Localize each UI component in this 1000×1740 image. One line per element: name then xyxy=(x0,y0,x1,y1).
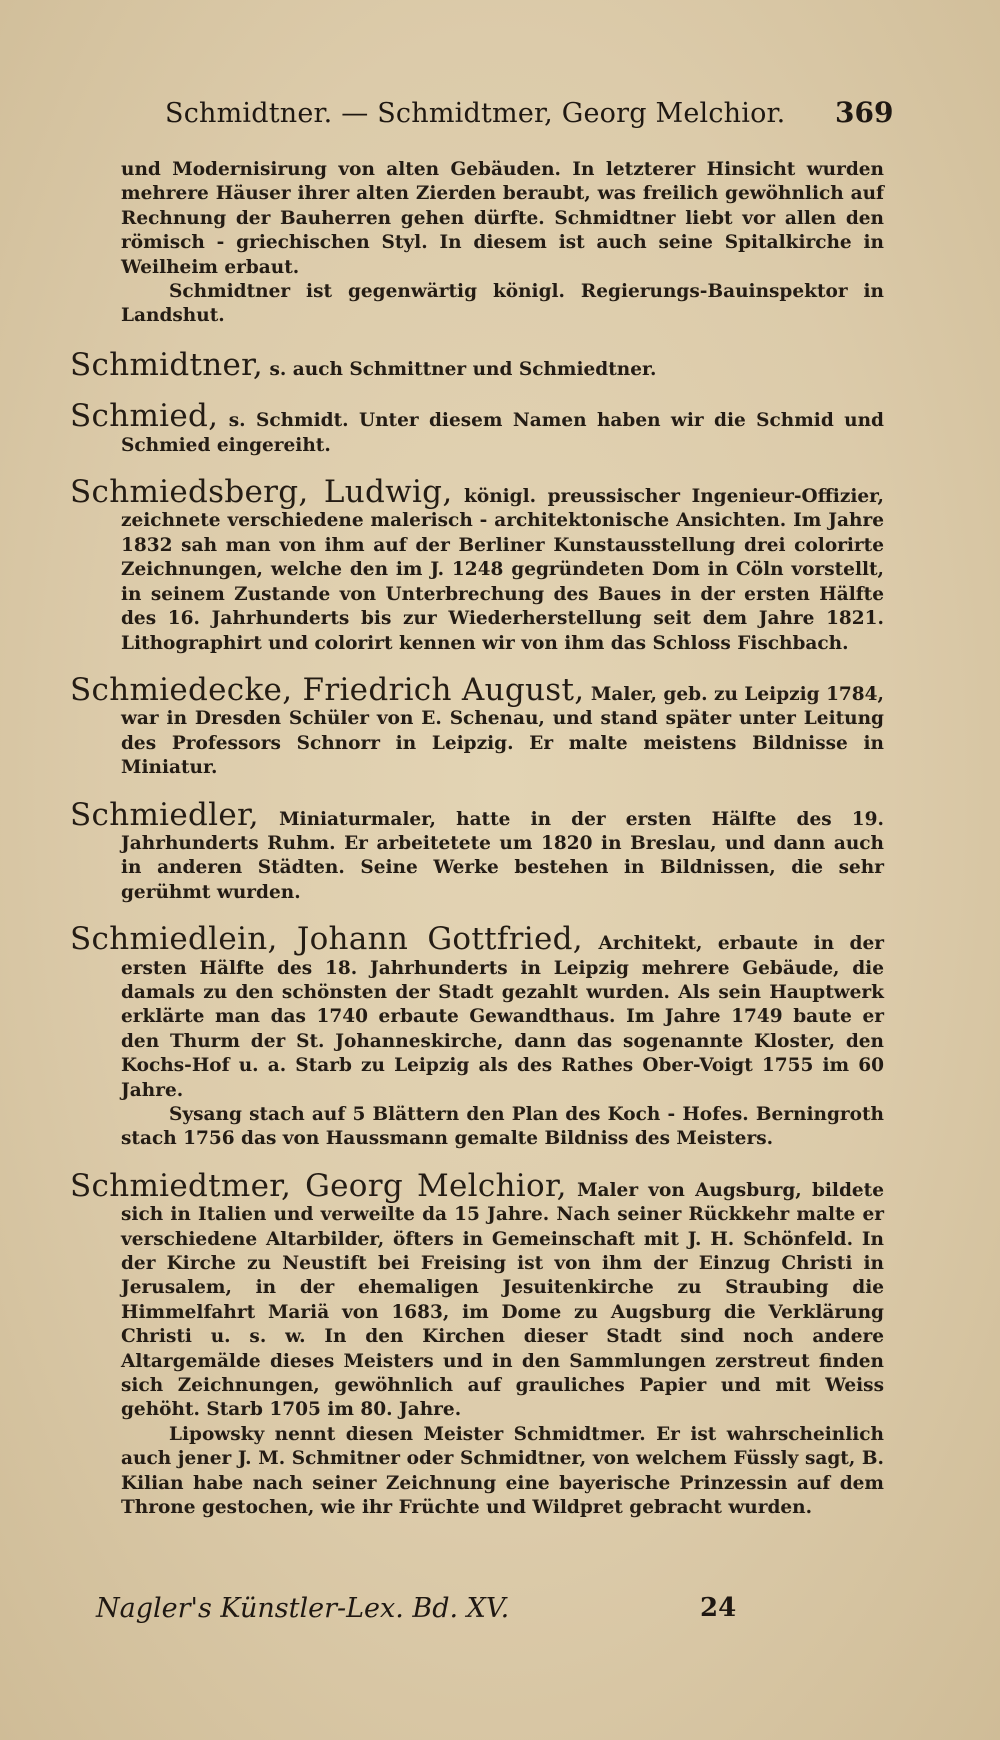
entry-text: Maler von Augsburg, bildete sich in Italien und verweilte da 15 Jahre. Nach seiner Rückkehr malte er verschiedene Altarbilder, öfters in Gemeinschaft mit J. H. Schönfeld. In der Kirche zu Neustift bei Freising ist von ihm der Einzug Christi in Jerusalem, in der ehemaligen Jesuitenkirche zu Straubing die Himmelfahrt Mariä von 1683, im Dome zu Augsburg die Verklärung Christi u. s. w. In den Kirchen dieser Stadt sind noch andere Altargemälde dieses Meisters und in den Sammlungen zerstreut finden sich Zeichnungen, gewöhnlich auf grauliches Papier und mit Weiss gehöht. Starb 1705 im 80. Jahre. xyxy=(121,1179,884,1421)
headword: Schmiedtmer, Georg Melchior, xyxy=(70,1167,567,1204)
entry-text: Maler, geb. zu Leipzig 1784, war in Dresden Schüler von E. Schenau, und stand später unter Leitung des Professors Schnorr in Leipzig. Er malte meistens Bildnisse in Miniatur. xyxy=(121,683,884,779)
entry-schmiedsberg xyxy=(70,474,884,656)
intro-paragraph-2: Schmidtner ist gegenwärtig königl. Regierungs-Bauinspektor in Landshut. xyxy=(121,281,884,327)
headword: Schmiedsberg, Ludwig, xyxy=(70,474,453,511)
entry-schmiedecke xyxy=(70,671,884,781)
entry-text: s. auch Schmittner und Schmiedtner. xyxy=(269,358,657,380)
footer-signature: Nagler's Künstler-Lex. Bd. XV. xyxy=(96,1593,510,1624)
headword: Schmiedecke, Friedrich August, xyxy=(70,671,585,708)
headword: Schmiedler, xyxy=(70,796,259,833)
entry-schmiedtmer-note: Lipowsky nennt diesen Meister Schmidtmer. Er ist wahrscheinlich auch jener J. M. Schmitner oder Schmidtner, von welchem Füssly sagt, B. Kilian habe nach seiner Zeichnung eine bayerische Prinzessin auf dem Throne gestochen, wie ihr Früchte und Wildpret gebracht wurden. xyxy=(121,1423,884,1519)
entry-schmidtner xyxy=(70,346,884,383)
headword: Schmidtner, xyxy=(70,346,264,383)
page-number: 369 xyxy=(835,96,894,129)
headword: Schmied, xyxy=(70,398,219,435)
entry-schmied xyxy=(70,398,884,458)
entry-text: s. Schmidt. Unter diesem Namen haben wir die Schmid und Schmied eingereiht. xyxy=(121,410,884,456)
entry-schmiedler xyxy=(70,796,884,906)
intro-paragraph: und Modernisirung von alten Gebäuden. In letzterer Hinsicht wurden mehrere Häuser ihrer alten Zierden beraubt, was freilich gewöhnlich auf Rechnung der Bauherren gehen dürfte. Schmidtner liebt vor allen den römisch - griechischen Styl. In diesem ist auch seine Spitalkirche in Weilheim erbaut. xyxy=(121,159,884,278)
sheet-number: 24 xyxy=(700,1593,737,1623)
entry-schmiedlein-note: Sysang stach auf 5 Blättern den Plan des Koch - Hofes. Berningroth stach 1756 das von Haussmann gemalte Bildniss des Meisters. xyxy=(121,1104,884,1150)
entry-text: Architekt, erbaute in der ersten Hälfte des 18. Jahrhunderts in Leipzig mehrere Gebäude, die damals zu den schönsten der Stadt gezahlt wurden. Als sein Hauptwerk erklärte man das 1740 erbaute Gewandthaus. Im Jahre 1749 baute er den Thurm der St. Johanneskirche, dann das sogenannte Kloster, den Kochs-Hof u. a. Starb zu Leipzig als des Rathes Ober-Voigt 1755 im 60 Jahre. xyxy=(121,933,885,1101)
running-head: Schmidtner. — Schmidtmer, Georg Melchior. xyxy=(165,98,786,129)
entry-text: königl. preussischer Ingenieur-Offizier, zeichnete verschiedene malerisch - architektonische Ansichten. Im Jahre 1832 sah man von ihm auf der Berliner Kunstausstellung drei colorirte Zeichnungen, welche den im J. 1248 gegründeten Dom in Cöln vorstellt, in seinem Zustande von Unterbrechung des Baues in der ersten Hälfte des 16. Jahrhunderts bis zur Wiederherstellung seit dem Jahre 1821. Lithographirt und colorirt kennen wir von ihm das Schloss Fischbach. xyxy=(121,486,884,654)
entry-schmiedlein xyxy=(70,921,885,1103)
entry-text: Miniaturmaler, hatte in der ersten Hälfte des 19. Jahrhunderts Ruhm. Er arbeitetete um 1820 in Breslau, und dann auch in anderen Städten. Seine Werke bestehen in Bildnissen, die sehr gerühmt wurden. xyxy=(121,808,884,903)
headword: Schmiedlein, Johann Gottfried, xyxy=(70,921,583,958)
entry-schmiedtmer xyxy=(70,1167,884,1423)
page-body xyxy=(70,158,884,1521)
